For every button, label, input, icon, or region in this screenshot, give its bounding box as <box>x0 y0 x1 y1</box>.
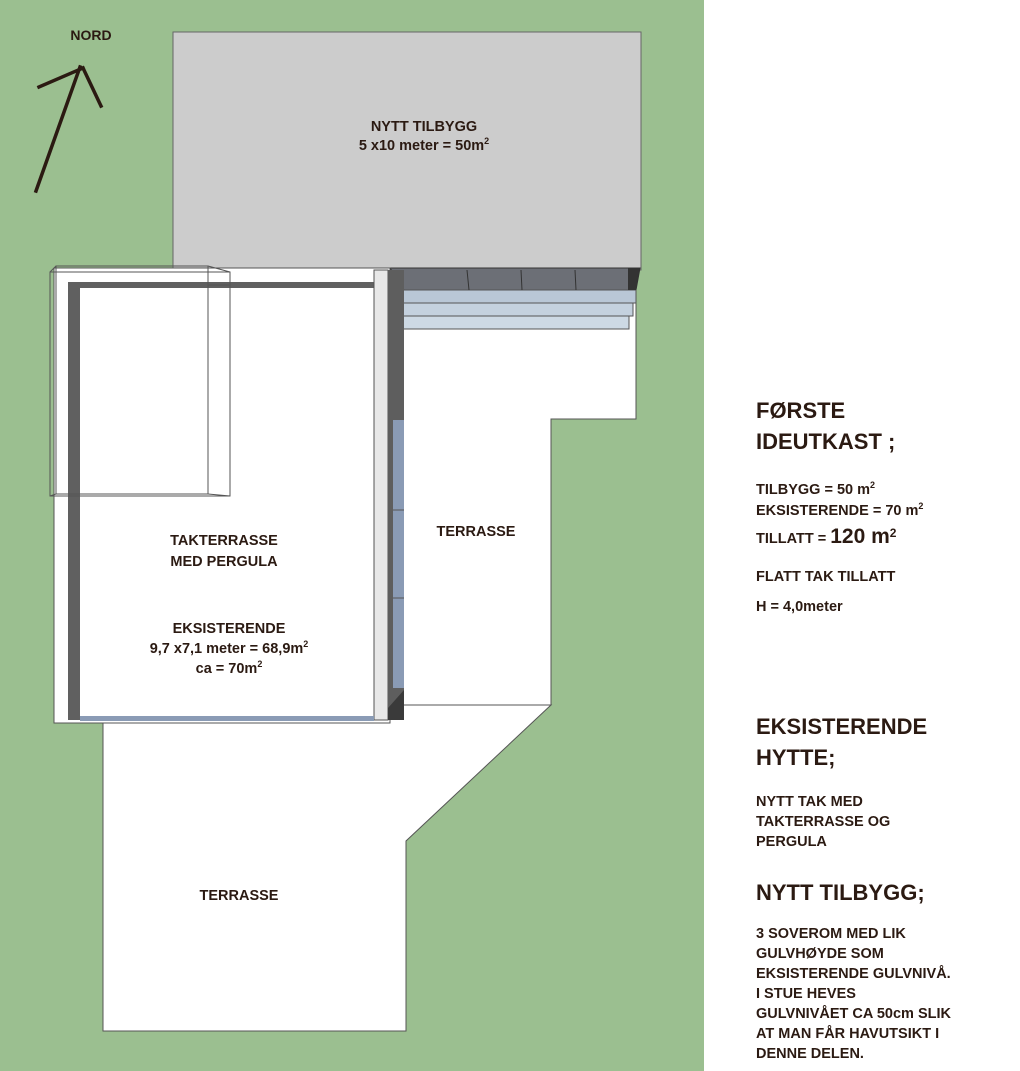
new-extension-text: 3 SOVEROM MED LIK GULVHØYDE SOM EKSISTERENDE GULVNIVÅ. I STUE HEVES GULVNIVÅET CA 50cm SLIK AT MAN FÅR HAVUTSIKT I DENNE DELEN. <box>756 926 951 1062</box>
existing-title: EKSISTERENDE <box>172 621 286 637</box>
compass-label: NORD <box>70 27 112 43</box>
extension-title: NYTT TILBYGG <box>370 119 478 135</box>
existing-cabin-text: NYTT TAK MED TAKTERRASSE OG PERGULA <box>756 794 891 850</box>
roof-terrace-label-2: MED PERGULA <box>170 554 278 570</box>
entrance-steps <box>390 268 640 329</box>
area-extension: TILBYGG = 50 $m^2$ <box>756 480 876 498</box>
roof-terrace-label-1: TAKTERRASSE <box>170 533 278 549</box>
heading-first-draft: FØRSTE IDEUTKAST ; <box>756 398 896 454</box>
south-terrace-label: TERRASSE <box>199 888 279 904</box>
area-existing: EKSISTERENDE = 70 $m^2$ <box>756 501 924 519</box>
heading-existing-cabin: EKSISTERENDE HYTTE; <box>756 714 928 770</box>
flat-roof-note: FLATT TAK TILLATT <box>756 569 896 585</box>
heading-new-extension: NYTT TILBYGG; <box>756 880 925 905</box>
east-terrace-label: TERRASSE <box>436 524 516 540</box>
existing-approx: ca = $70m^2$ <box>195 659 263 677</box>
height-note: H = 4,0meter <box>756 599 843 615</box>
existing-size: 9,7 x7,1 meter = $68,9m^2$ <box>149 639 309 657</box>
extension-size: 5 x10 meter = $50m^2$ <box>358 136 490 154</box>
description-panel <box>704 0 1020 1071</box>
area-allowed: TILLATT = 120 $m^2$ <box>756 524 897 548</box>
